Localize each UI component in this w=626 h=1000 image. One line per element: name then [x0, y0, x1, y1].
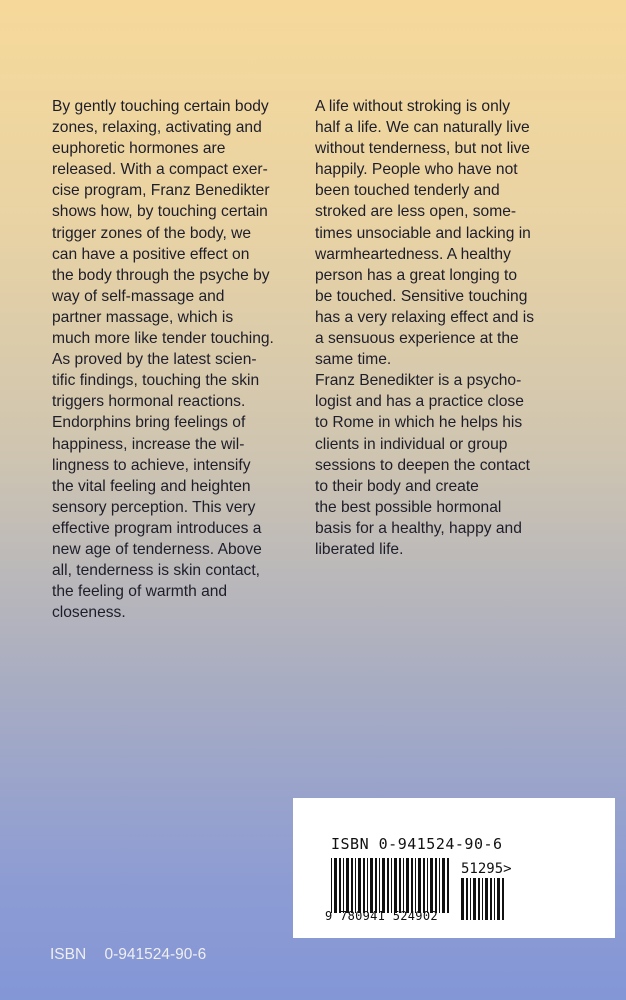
right-column-line: been touched tenderly and: [315, 182, 500, 200]
right-column-line: to Rome in which he helps his: [315, 414, 523, 432]
left-column-line: happiness, increase the wil-: [52, 435, 245, 453]
left-column-line: all, tenderness is skin contact,: [52, 562, 261, 580]
left-column-line: new age of tenderness. Above: [52, 540, 262, 558]
right-column-line: A life without stroking is only: [315, 98, 511, 115]
left-column-line: the feeling of warmth and: [52, 583, 228, 601]
left-column-line: By gently touching certain body: [52, 98, 269, 115]
barcode-label: [293, 798, 615, 938]
left-column-line: euphoretic hormones are: [52, 140, 226, 158]
barcode-bar: [375, 858, 377, 913]
left-column-line: the body through the psyche by: [52, 266, 270, 284]
barcode-bar: [370, 858, 373, 913]
barcode-bar: [343, 858, 344, 913]
barcode-bar: [461, 878, 464, 920]
left-column-line: released. With a compact exer-: [52, 161, 268, 179]
right-column-line: be touched. Sensitive touching: [315, 287, 528, 305]
barcode-bar: [442, 858, 445, 913]
barcode-ean-digits: 9 780941 524902: [325, 909, 438, 923]
left-column-line: tific findings, touching the skin: [52, 372, 260, 390]
left-column-line: effective program introduces a: [52, 519, 262, 537]
left-column-line: closeness.: [52, 604, 126, 622]
right-column-line: sessions to deepen the contact: [315, 456, 530, 474]
barcode-bar: [387, 858, 389, 913]
barcode-bar: [482, 878, 483, 920]
barcode-bar: [494, 878, 495, 920]
right-column-line: half a life. We can naturally live: [315, 119, 530, 137]
left-column-line: shows how, by touching certain: [52, 203, 268, 221]
left-column-line: lingness to achieve, intensify: [52, 456, 251, 474]
right-column-line: to their body and create: [315, 477, 479, 495]
barcode-bar: [490, 878, 492, 920]
right-column-line: basis for a healthy, happy and: [315, 519, 522, 537]
barcode-bar: [334, 858, 337, 913]
barcode-bar: [418, 858, 421, 913]
barcode-isbn-text: ISBN 0-941524-90-6: [331, 835, 503, 853]
right-column-line: Franz Benedikter is a psycho-: [315, 372, 522, 390]
back-cover-isbn: [50, 946, 206, 964]
right-column-line: a sensuous experience at the: [315, 330, 519, 348]
left-column-line: triggers hormonal reactions.: [52, 393, 246, 411]
barcode-bar: [403, 858, 404, 913]
barcode-bar: [339, 858, 341, 913]
barcode-bar: [415, 858, 416, 913]
barcode-bar: [379, 858, 380, 913]
barcode-bar: [447, 858, 449, 913]
right-text-column: [315, 96, 580, 560]
left-column-line: As proved by the latest scien-: [52, 351, 257, 369]
barcode-bar: [331, 858, 332, 913]
barcode-bar: [466, 878, 468, 920]
barcode-bar: [473, 878, 476, 920]
barcode-bar: [406, 858, 409, 913]
barcode-bar: [346, 858, 349, 913]
left-column-line: trigger zones of the body, we: [52, 224, 252, 242]
left-column-line: sensory perception. This very: [52, 498, 256, 516]
barcode-bar: [497, 878, 500, 920]
right-column-line: without tenderness, but not live: [315, 140, 530, 158]
left-text-column: [52, 96, 297, 623]
left-column-line: Endorphins bring feelings of: [52, 414, 246, 432]
right-column-line: happily. People who have not: [315, 161, 518, 179]
barcode-bar: [430, 858, 433, 913]
right-column-line: person has a great longing to: [315, 266, 517, 284]
barcode-bar: [367, 858, 368, 913]
right-column-line: the best possible hormonal: [315, 498, 502, 516]
barcode-bar: [363, 858, 365, 913]
left-column-line: way of self-massage and: [52, 287, 225, 305]
barcode-bar: [423, 858, 425, 913]
right-column-line: warmheartedness. A healthy: [315, 245, 511, 263]
barcode-bar: [358, 858, 361, 913]
ean-barcode: [331, 858, 449, 913]
isbn-number: 0-941524-90-6: [104, 946, 207, 963]
left-column-line: the vital feeling and heighten: [52, 477, 251, 495]
left-column-line: zones, relaxing, activating and: [52, 119, 262, 137]
barcode-bar: [391, 858, 392, 913]
barcode-bar: [399, 858, 401, 913]
right-column-line: has a very relaxing effect and is: [315, 308, 535, 326]
barcode-bar: [478, 878, 480, 920]
right-column-line: liberated life.: [315, 540, 404, 558]
right-column-line: clients in individual or group: [315, 435, 508, 453]
left-column-line: much more like tender touching.: [52, 330, 274, 348]
left-column-line: cise program, Franz Benedikter: [52, 182, 270, 200]
isbn-label: ISBN: [50, 946, 87, 963]
barcode-bar: [355, 858, 356, 913]
left-column-line: partner massage, which is: [52, 308, 234, 326]
barcode-bar: [485, 878, 488, 920]
barcode-bar: [382, 858, 385, 913]
barcode-bar: [427, 858, 428, 913]
right-column-line: stroked are less open, some-: [315, 203, 517, 221]
right-column-line: same time.: [315, 351, 392, 369]
barcode-bar: [394, 858, 397, 913]
barcode-price-code: 51295>: [461, 861, 512, 877]
barcode-bar: [411, 858, 413, 913]
barcode-bar: [435, 858, 437, 913]
barcode-bar: [502, 878, 504, 920]
barcode-bar: [439, 858, 440, 913]
barcode-bar: [351, 858, 353, 913]
right-column-line: logist and has a practice close: [315, 393, 524, 411]
barcode-bar: [470, 878, 471, 920]
right-column-line: times unsociable and lacking in: [315, 224, 531, 242]
price-addon-barcode: [461, 878, 505, 920]
left-column-line: can have a positive effect on: [52, 245, 250, 263]
